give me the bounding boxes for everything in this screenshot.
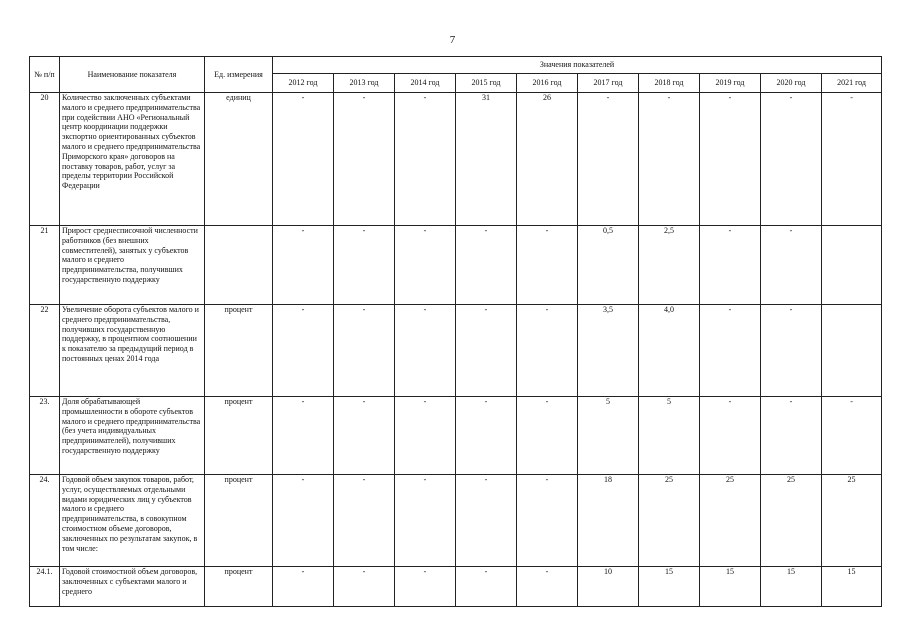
unit-cell: процент (205, 475, 273, 567)
value-cell: 4,0 (639, 305, 700, 397)
value-cell: - (334, 567, 395, 607)
value-cell: - (639, 93, 700, 226)
header-year: 2017 год (578, 74, 639, 93)
row-number: 23. (30, 397, 60, 475)
table-row (30, 397, 882, 475)
value-cell: 0,5 (578, 226, 639, 305)
unit-cell: единиц (205, 93, 273, 226)
value-cell: - (395, 226, 456, 305)
value-cell: - (761, 226, 822, 305)
value-cell (822, 226, 882, 305)
row-number: 24.1. (30, 567, 60, 607)
header-year: 2018 год (639, 74, 700, 93)
header-unit: Ед. измерения (205, 57, 273, 93)
table-row (30, 305, 882, 397)
header-year: 2019 год (700, 74, 761, 93)
value-cell (822, 305, 882, 397)
value-cell: - (334, 93, 395, 226)
table-row (30, 93, 882, 226)
value-cell: - (822, 397, 882, 475)
value-cell: - (334, 226, 395, 305)
page-number: 7 (449, 34, 456, 46)
value-cell: - (700, 226, 761, 305)
header-year: 2020 год (761, 74, 822, 93)
value-cell: - (395, 93, 456, 226)
value-cell: - (456, 397, 517, 475)
table-row (30, 475, 882, 567)
value-cell: 2,5 (639, 226, 700, 305)
indicator-name: Количество заключенных субъектами малого и среднего предпринимательства при содействии АНО «Региональный центр координации поддержки экспортно ориентированных субъектов малого и среднего предпринимательства Приморского края» договоров на поставку товаров, работ, услуг за пределы территории Российской Федерации (60, 93, 205, 226)
value-cell: - (578, 93, 639, 226)
header-year: 2014 год (395, 74, 456, 93)
value-cell: - (273, 397, 334, 475)
value-cell: 25 (700, 475, 761, 567)
value-cell: 3,5 (578, 305, 639, 397)
value-cell: - (334, 475, 395, 567)
value-cell: 15 (700, 567, 761, 607)
header-year: 2016 год (517, 74, 578, 93)
row-number: 24. (30, 475, 60, 567)
row-number: 22 (30, 305, 60, 397)
table-row (30, 567, 882, 607)
header-num: № п/п (30, 57, 60, 93)
value-cell: 5 (639, 397, 700, 475)
value-cell: - (456, 567, 517, 607)
row-number: 21 (30, 226, 60, 305)
header-year: 2015 год (456, 74, 517, 93)
indicator-name: Прирост среднесписочной численности работников (без внешних совместителей), занятых у субъектов малого и среднего предпринимательства, получивших государственную поддержку (60, 226, 205, 305)
value-cell: - (700, 305, 761, 397)
value-cell: 25 (639, 475, 700, 567)
value-cell: - (761, 305, 822, 397)
value-cell: 10 (578, 567, 639, 607)
indicator-name: Увеличение оборота субъектов малого и среднего предпринимательства, получивших государственную поддержку, в процентном соотношении к показателю за предыдущий период в постоянных ценах 2014 года (60, 305, 205, 397)
value-cell: - (700, 397, 761, 475)
value-cell: - (273, 567, 334, 607)
value-cell: - (456, 305, 517, 397)
value-cell: - (517, 567, 578, 607)
value-cell: - (395, 475, 456, 567)
header-row (30, 57, 882, 74)
indicator-name: Годовой стоимостной объем договоров, заключенных с субъектами малого и среднего (60, 567, 205, 607)
unit-cell: процент (205, 305, 273, 397)
unit-cell: процент (205, 397, 273, 475)
value-cell: - (761, 397, 822, 475)
table-row (30, 226, 882, 305)
unit-cell: процент (205, 567, 273, 607)
value-cell: 31 (456, 93, 517, 226)
value-cell: - (395, 567, 456, 607)
header-year: 2013 год (334, 74, 395, 93)
value-cell: - (517, 305, 578, 397)
value-cell: - (822, 93, 882, 226)
row-number: 20 (30, 93, 60, 226)
value-cell: 25 (761, 475, 822, 567)
value-cell: - (761, 93, 822, 226)
value-cell: - (395, 305, 456, 397)
value-cell: 15 (639, 567, 700, 607)
header-values-group: Значения показателей (273, 57, 882, 74)
value-cell: 25 (822, 475, 882, 567)
value-cell: - (273, 475, 334, 567)
value-cell: - (395, 397, 456, 475)
header-name: Наименование показателя (60, 57, 205, 93)
unit-cell (205, 226, 273, 305)
value-cell: 5 (578, 397, 639, 475)
value-cell: - (517, 397, 578, 475)
header-year: 2021 год (822, 74, 882, 93)
value-cell: - (517, 475, 578, 567)
value-cell: - (456, 226, 517, 305)
value-cell: - (273, 305, 334, 397)
value-cell: 26 (517, 93, 578, 226)
value-cell: - (700, 93, 761, 226)
value-cell: - (334, 397, 395, 475)
value-cell: - (456, 475, 517, 567)
value-cell: 15 (822, 567, 882, 607)
value-cell: 15 (761, 567, 822, 607)
header-year: 2012 год (273, 74, 334, 93)
value-cell: - (334, 305, 395, 397)
indicator-name: Доля обрабатывающей промышленности в обороте субъектов малого и среднего предпринимательства (без учета индивидуальных предпринимателей), получивших государственную поддержку (60, 397, 205, 475)
value-cell: - (517, 226, 578, 305)
value-cell: 18 (578, 475, 639, 567)
value-cell: - (273, 93, 334, 226)
indicator-name: Годовой объем закупок товаров, работ, услуг, осуществляемых отдельными видами юридических лиц у субъектов малого и среднего предпринимательства, в совокупном стоимостном объеме договоров, заключенных по результатам закупок, в том числе: (60, 475, 205, 567)
value-cell: - (273, 226, 334, 305)
indicators-table (29, 56, 882, 607)
